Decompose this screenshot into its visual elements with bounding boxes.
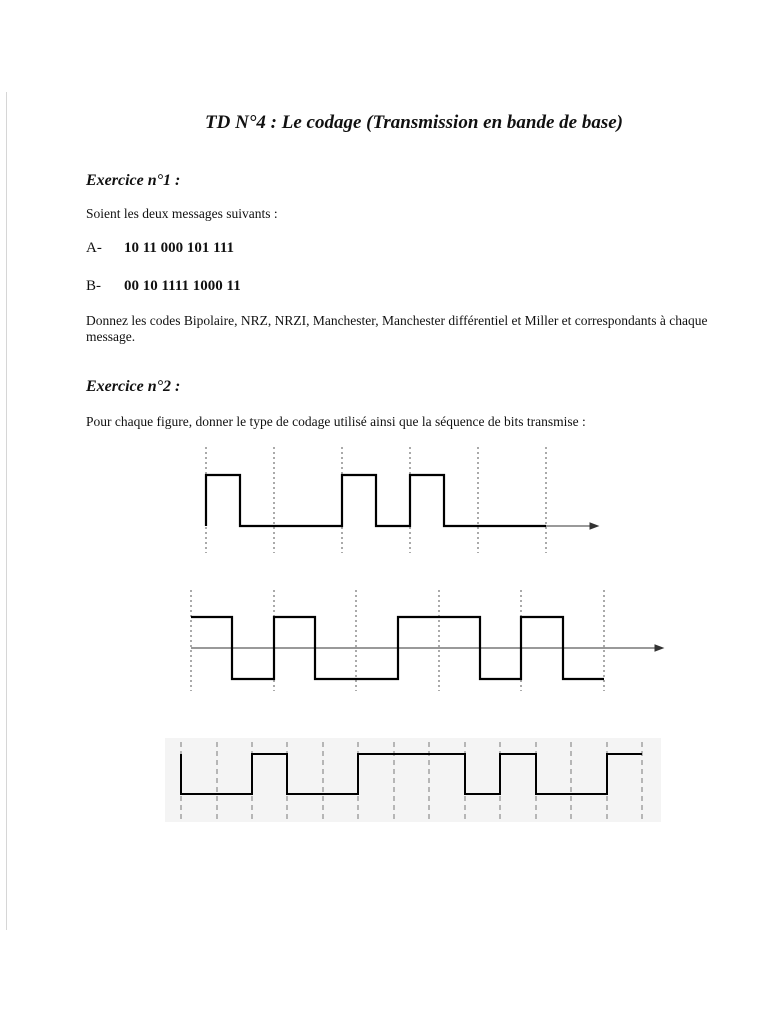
figure-2-signal [185, 588, 675, 693]
message-b-bits: 00 10 1111 1000 11 [124, 278, 241, 294]
message-a-bits: 10 11 000 101 111 [124, 240, 235, 256]
figure-1-signal [190, 445, 610, 555]
document-title: TD N°4 : Le codage (Transmission en bande de base) [205, 112, 623, 133]
exercise-1-heading: Exercice n°1 : [86, 172, 181, 189]
exercise-1-instruction: Donnez les codes Bipolaire, NRZ, NRZI, Manchester, Manchester différentiel et Miller et correspondants à chaque message. [86, 313, 708, 344]
exercise-2-instruction: Pour chaque figure, donner le type de codage utilisé ainsi que la séquence de bits transmise : [86, 414, 586, 429]
message-a [86, 240, 234, 257]
figure-3-signal [165, 738, 661, 822]
message-a-label: A- [86, 240, 102, 256]
exercise-2-heading: Exercice n°2 : [86, 378, 181, 395]
message-b-label: B- [86, 278, 101, 294]
message-b [86, 278, 241, 295]
exercise-1-intro: Soient les deux messages suivants : [86, 206, 278, 221]
